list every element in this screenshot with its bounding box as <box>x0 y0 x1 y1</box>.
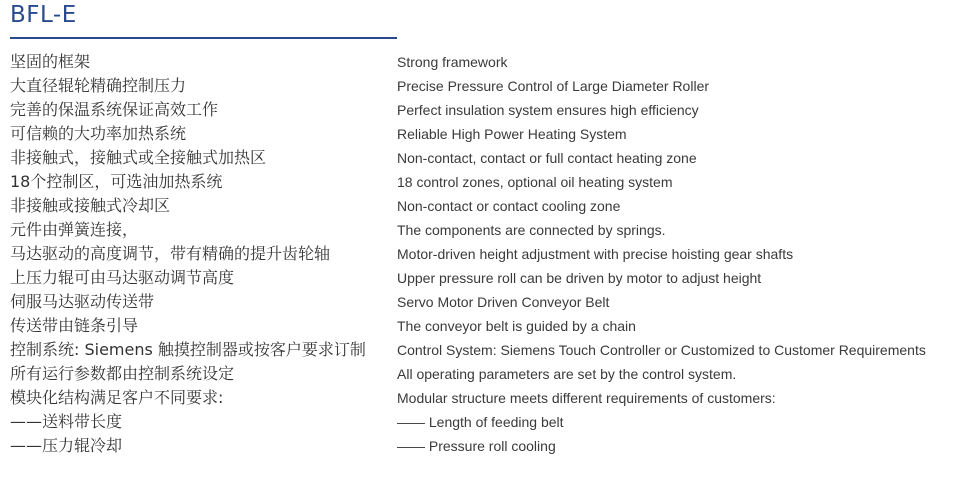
feature-chinese: 元件由弹簧连接， <box>10 220 139 239</box>
list-item <box>0 314 976 338</box>
list-item <box>0 194 976 218</box>
feature-chinese: 控制系统: Siemens 触摸控制器或按客户要求订制 <box>10 340 366 359</box>
feature-english: Servo Motor Driven Conveyor Belt <box>397 294 610 310</box>
feature-chinese: 上压力辊可由马达驱动调节高度 <box>10 268 235 287</box>
feature-english: Control System: Siemens Touch Controller or Customized to Customer Requirements <box>397 342 926 358</box>
feature-english: Upper pressure roll can be driven by motor to adjust height <box>397 270 762 286</box>
feature-chinese: 可信赖的大功率加热系统 <box>10 124 187 143</box>
feature-chinese: 坚固的框架 <box>10 52 91 71</box>
list-item <box>0 290 976 314</box>
list-item <box>0 98 976 122</box>
list-item <box>0 122 976 146</box>
list-item <box>0 242 976 266</box>
page-title: BFL-E <box>10 2 77 28</box>
feature-english: The conveyor belt is guided by a chain <box>397 318 636 334</box>
feature-chinese: 完善的保温系统保证高效工作 <box>10 100 219 119</box>
list-item <box>0 410 976 434</box>
list-item <box>0 170 976 194</box>
feature-chinese: 所有运行参数都由控制系统设定 <box>10 364 235 383</box>
feature-chinese: 伺服马达驱动传送带 <box>10 292 155 311</box>
list-item <box>0 218 976 242</box>
feature-chinese: 非接触式，接触式或全接触式加热区 <box>10 148 267 167</box>
title-underline <box>10 37 397 39</box>
feature-english: Strong framework <box>397 54 508 70</box>
feature-english: Motor-driven height adjustment with precise hoisting gear shafts <box>397 246 794 262</box>
feature-chinese: 马达驱动的高度调节，带有精确的提升齿轮轴 <box>10 244 331 263</box>
feature-chinese: 大直径辊轮精确控制压力 <box>10 76 187 95</box>
feature-english: All operating parameters are set by the control system. <box>397 366 737 382</box>
list-item <box>0 146 976 170</box>
feature-chinese: ——送料带长度 <box>10 412 123 431</box>
feature-english: Reliable High Power Heating System <box>397 126 627 142</box>
feature-list <box>0 50 976 458</box>
list-item <box>0 386 976 410</box>
feature-chinese: ——压力辊冷却 <box>10 436 123 455</box>
feature-english: Non-contact, contact or full contact heating zone <box>397 150 697 166</box>
feature-english: Non-contact or contact cooling zone <box>397 198 621 214</box>
feature-english: Perfect insulation system ensures high efficiency <box>397 102 699 118</box>
list-item <box>0 338 976 362</box>
feature-english: —— Length of feeding belt <box>397 414 564 430</box>
feature-english: The components are connected by springs. <box>397 222 666 238</box>
list-item <box>0 362 976 386</box>
feature-english: —— Pressure roll cooling <box>397 438 556 454</box>
list-item <box>0 434 976 458</box>
list-item <box>0 74 976 98</box>
feature-english: Precise Pressure Control of Large Diameter Roller <box>397 78 710 94</box>
feature-chinese: 18个控制区，可选油加热系统 <box>10 172 223 191</box>
feature-english: 18 control zones, optional oil heating system <box>397 174 673 190</box>
feature-chinese: 传送带由链条引导 <box>10 316 139 335</box>
list-item <box>0 266 976 290</box>
list-item <box>0 50 976 74</box>
feature-chinese: 模块化结构满足客户不同要求: <box>10 388 224 407</box>
feature-chinese: 非接触或接触式冷却区 <box>10 196 171 215</box>
feature-english: Modular structure meets different requirements of customers: <box>397 390 776 406</box>
